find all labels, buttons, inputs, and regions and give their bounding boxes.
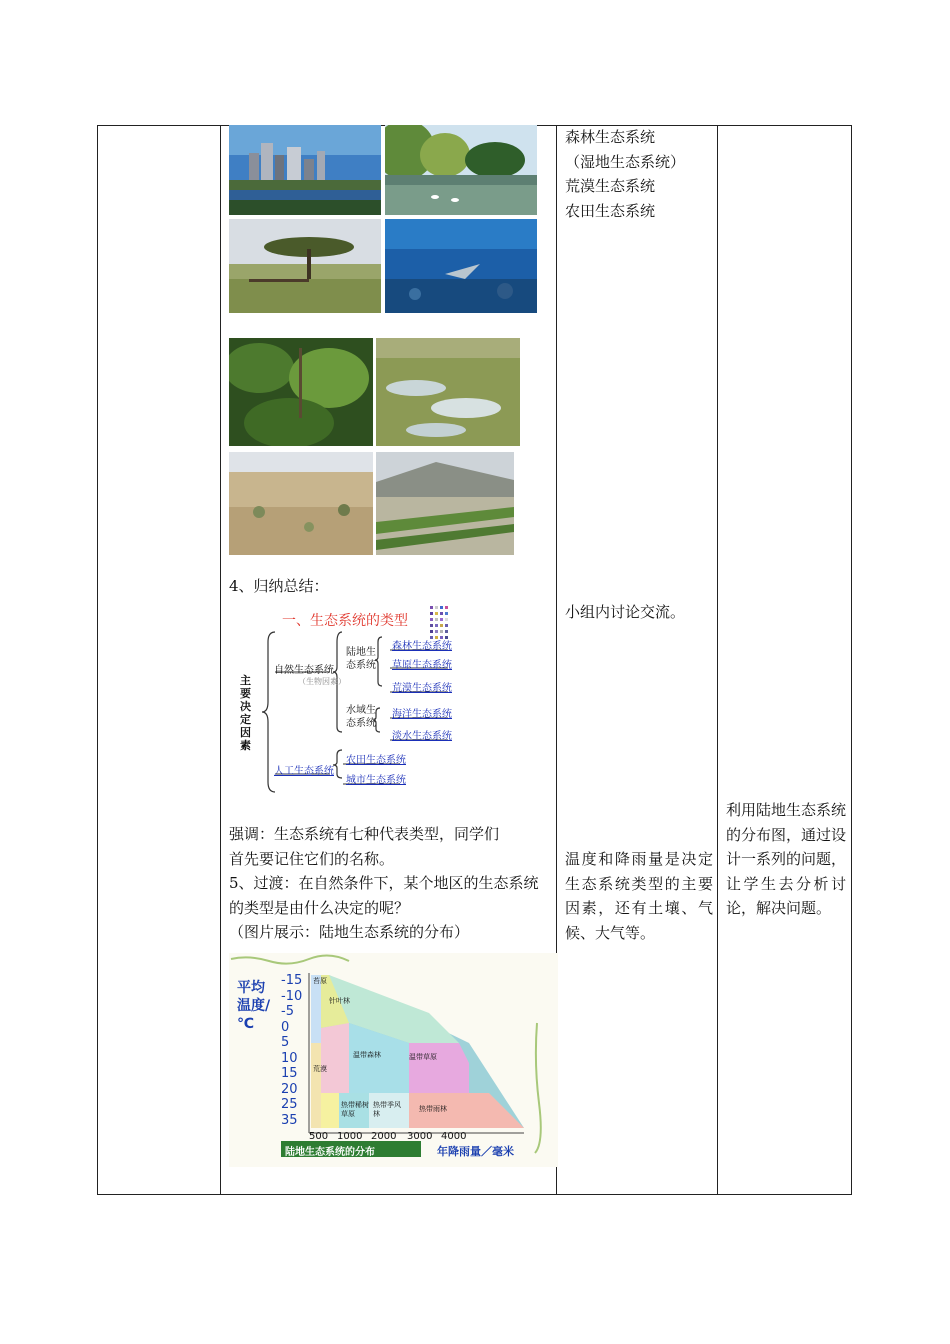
type-wetland: （湿地生态系统） — [565, 152, 686, 171]
farmland-photo — [376, 452, 514, 555]
ocean-photo — [385, 219, 537, 313]
region-label: 针叶林 — [329, 997, 350, 1005]
discuss-text: 小组内讨论交流。 — [565, 603, 686, 621]
y-tick-label: 10 — [281, 1050, 298, 1066]
marsh-wetland-photo — [376, 338, 520, 446]
urban-ecosystem-label: 城市生态系统 — [346, 775, 406, 786]
x-tick-label: 2000 — [371, 1131, 397, 1142]
region-label: 苔原 — [313, 977, 327, 985]
rainforest-photo — [229, 338, 373, 446]
y-tick-label: 20 — [281, 1081, 298, 1097]
y-tick-label: -10 — [281, 988, 303, 1004]
freshwater-ecosystem-label: 淡水生态系统 — [392, 731, 452, 742]
transition-text: 5、过渡：在自然条件下，某个地区的生态系统的类型是由什么决定的呢？ — [229, 874, 539, 917]
region-label: 荒漠 — [313, 1065, 327, 1073]
picture-note: （图片展示：陆地生态系统的分布） — [229, 923, 470, 941]
region-label: 热带稀树草原 — [341, 1101, 369, 1118]
column-divider — [717, 126, 718, 1194]
y-tick-label: 5 — [281, 1035, 290, 1050]
diagram-side-label: 主要决定因素 — [240, 674, 251, 752]
ecosystem-types-diagram — [230, 602, 460, 796]
type-desert: 荒漠生态系统 — [565, 177, 656, 195]
diagram-brackets — [230, 602, 460, 796]
color-swatch-grid — [430, 606, 448, 639]
x-tick-label: 4000 — [441, 1131, 467, 1142]
chart-xlabel: 年降雨量／毫米 — [437, 1145, 514, 1158]
grassland-ecosystem-label: 草原生态系统 — [392, 660, 452, 671]
natural-ecosystem-label: 自然生态系统 — [274, 665, 334, 676]
aquatic-ecosystem-label: 水域生态系统 — [346, 705, 376, 729]
region-label: 热带雨林 — [419, 1105, 447, 1113]
y-tick-label: 35 — [281, 1112, 298, 1128]
region-label: 温带森林 — [353, 1051, 381, 1059]
ocean-ecosystem-label: 海洋生态系统 — [392, 709, 452, 720]
type-forest: 森林生态系统 — [565, 128, 656, 146]
chart-caption: 陆地生态系统的分布 — [285, 1147, 375, 1158]
wetland-lake-photo — [385, 125, 537, 215]
summary-heading: 4、归纳总结： — [229, 577, 329, 595]
desert-ecosystem-label: 荒漠生态系统 — [392, 683, 452, 694]
region-label: 热带季风林 — [373, 1101, 401, 1118]
y-tick-label: 0 — [281, 1019, 290, 1035]
emphasis-text: 强调：生态系统有七种代表类型，同学们首先要记住它们的名称。 — [229, 825, 500, 868]
y-tick-label: 15 — [281, 1066, 298, 1081]
region-label: 温带草原 — [409, 1053, 437, 1061]
design-intent-text: 利用陆地生态系统的分布图，通过设计一系列的问题，让学生去分析讨论，解决问题。 — [726, 801, 847, 917]
x-tick-label: 3000 — [407, 1131, 433, 1142]
city-ecosystem-photo — [229, 125, 381, 215]
x-tick-label: 500 — [309, 1131, 329, 1142]
y-tick-label: -15 — [281, 973, 303, 988]
forest-ecosystem-label: 森林生态系统 — [392, 641, 452, 652]
terrestrial-ecosystem-label: 陆地生态系统 — [346, 647, 376, 671]
chart-ylabel: 平均温度/℃ — [237, 980, 271, 1032]
natural-sub-label: （生物因素） — [298, 677, 346, 686]
ecosystem-type-list — [565, 125, 713, 223]
artificial-ecosystem-label: 人工生态系统 — [274, 766, 334, 777]
desert-photo — [229, 452, 373, 555]
type-farmland: 农田生态系统 — [565, 201, 656, 220]
y-tick-label: -5 — [281, 1004, 294, 1019]
grassland-photo — [229, 219, 381, 313]
terrestrial-distribution-chart — [229, 953, 558, 1167]
x-tick-label: 1000 — [337, 1131, 363, 1142]
y-tick-label: 25 — [281, 1097, 298, 1112]
factors-text: 温度和降雨量是决定生态系统类型的主要因素，还有土壤、气候、大气等。 — [565, 850, 713, 942]
diagram-title: 一、生态系统的类型 — [282, 613, 408, 629]
farmland-ecosystem-label: 农田生态系统 — [346, 755, 406, 766]
column-divider — [220, 126, 221, 1194]
